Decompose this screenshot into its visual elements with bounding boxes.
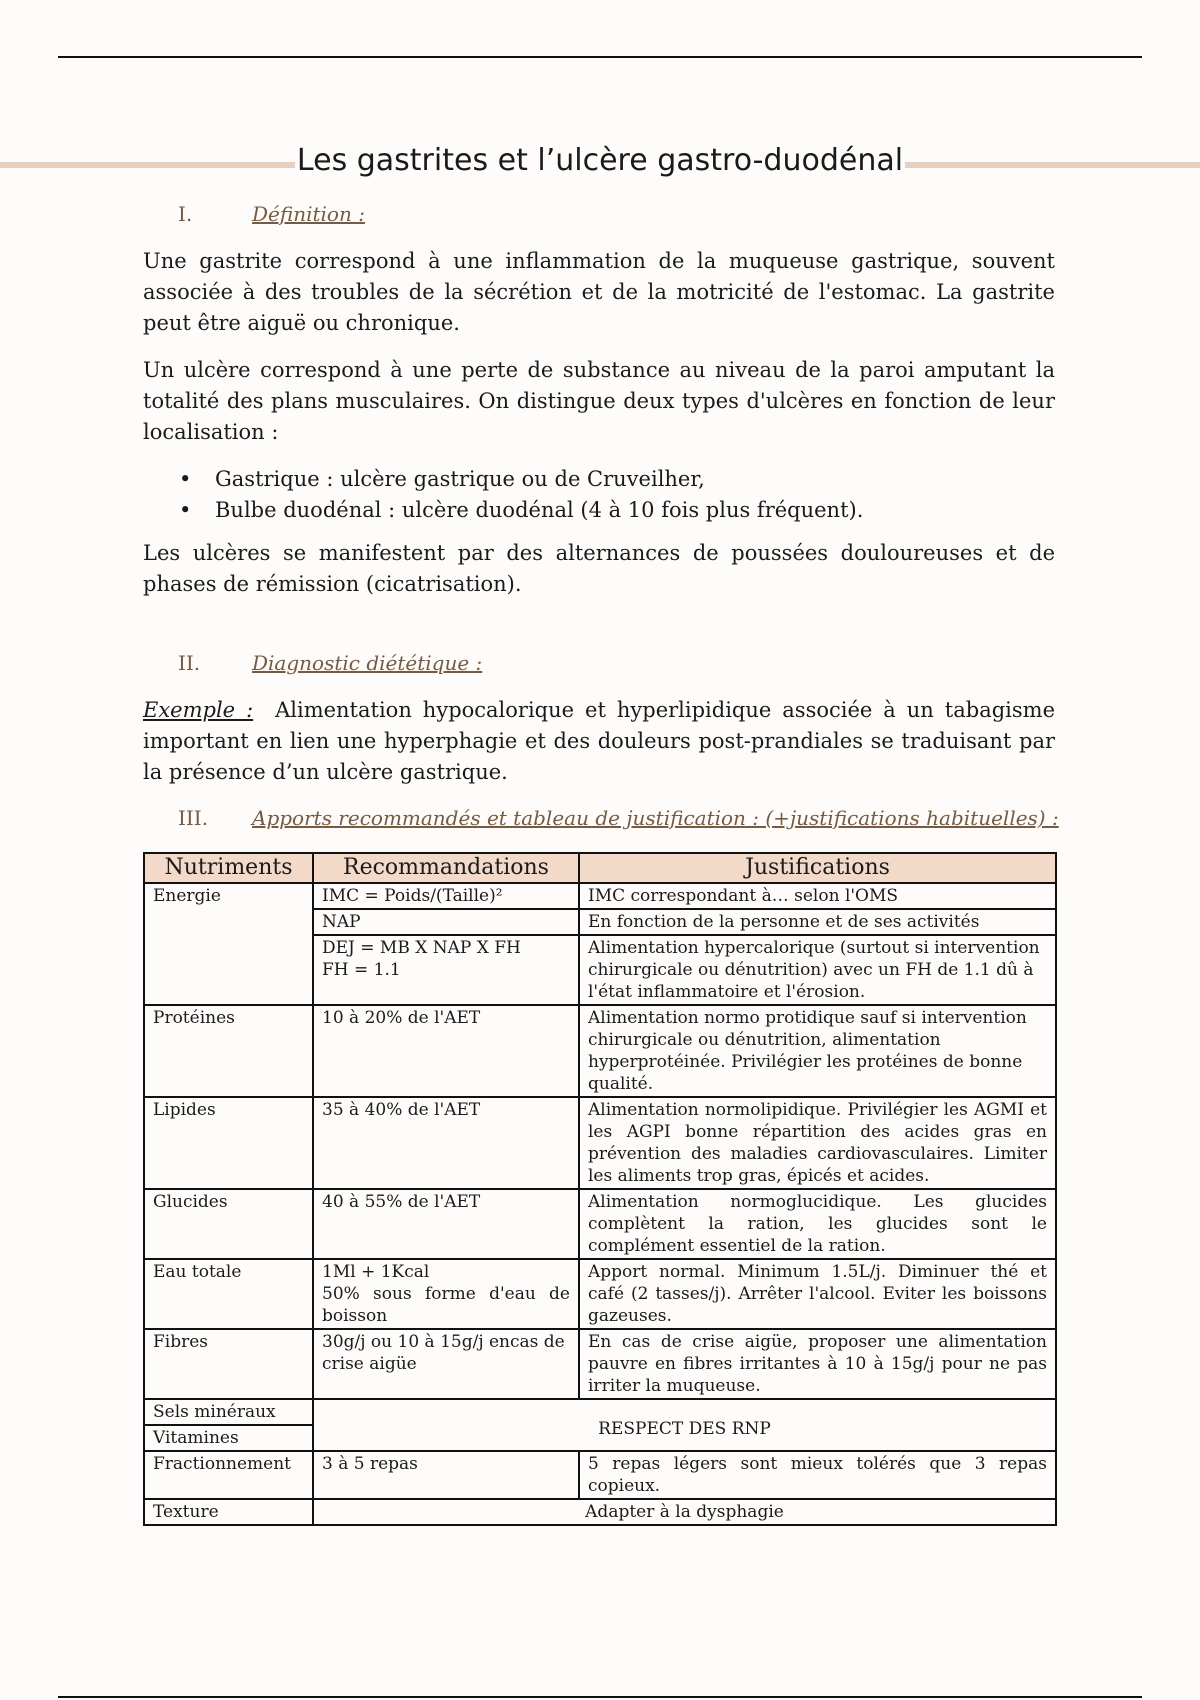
- table-header-row: [144, 853, 1056, 883]
- recommendation-cell: 35 à 40% de l'AET: [313, 1097, 579, 1189]
- recommendation-cell: NAP: [313, 909, 579, 935]
- nutrient-cell: Texture: [144, 1499, 313, 1525]
- page-title: Les gastrites et l’ulcère gastro-duodénal: [296, 143, 904, 178]
- rnp-cell: RESPECT DES RNP: [313, 1399, 1056, 1451]
- table-row: [144, 1259, 1056, 1329]
- justification-cell: En fonction de la personne et de ses activités: [579, 909, 1056, 935]
- definition-paragraph-2: Un ulcère correspond à une perte de substance au niveau de la paroi amputant la totalité des plans musculaires. On distingue deux types d'ulcères en fonction de leur localisation :: [143, 358, 1055, 444]
- recommendation-cell: 40 à 55% de l'AET: [313, 1189, 579, 1259]
- nutrient-cell: Lipides: [144, 1097, 313, 1189]
- justification-cell: En cas de crise aigüe, proposer une alimentation pauvre en fibres irritantes à 10 à 15g/j pour ne pas irriter la muqueuse.: [579, 1329, 1056, 1399]
- example-label: Exemple :: [143, 698, 254, 722]
- list-item: • Gastrique : ulcère gastrique ou de Cruveilher,: [215, 464, 1055, 495]
- table-row: [144, 1329, 1056, 1399]
- nutrient-cell: Sels minéraux: [144, 1399, 313, 1425]
- table-row: [144, 1451, 1056, 1499]
- section-heading-diagnostic: II. Diagnostic diététique :: [178, 651, 483, 675]
- col-header: Justifications: [579, 853, 1056, 883]
- recommendation-cell: 10 à 20% de l'AET: [313, 1005, 579, 1097]
- table-row: [144, 1097, 1056, 1189]
- recommendation-cell: IMC = Poids/(Taille)²: [313, 883, 579, 909]
- justification-cell: Alimentation normo protidique sauf si intervention chirurgicale ou dénutrition, alimentation hyperprotéinée. Privilégier les protéines de bonne qualité.: [579, 1005, 1056, 1097]
- col-header: Nutriments: [144, 853, 313, 883]
- section-heading-apports: III. Apports recommandés et tableau de justification : (+justifications habituelles) :: [178, 806, 1059, 830]
- definition-paragraph-3: Les ulcères se manifestent par des alternances de poussées douloureuses et de phases de rémission (cicatrisation).: [143, 541, 1055, 596]
- recommendation-line: 50% sous forme d'eau de boisson: [322, 1284, 570, 1326]
- nutrient-cell: Fibres: [144, 1329, 313, 1399]
- example-text: Alimentation hypocalorique et hyperlipidique associée à un tabagisme important en lien une hyperphagie et des douleurs post-prandiales se traduisant par la présence d’un ulcère gastrique.: [143, 698, 1055, 784]
- nutrition-table: [143, 852, 1057, 1526]
- table-row: [144, 1189, 1056, 1259]
- justification-cell: 5 repas légers sont mieux tolérés que 3 repas copieux.: [579, 1451, 1056, 1499]
- definition-paragraph-1: Une gastrite correspond à une inflammation de la muqueuse gastrique, souvent associée à des troubles de la sécrétion et de la motricité de l'estomac. La gastrite peut être aiguë ou chronique.: [143, 249, 1055, 335]
- bottom-rule: [58, 1696, 1142, 1698]
- recommendation-line: 1Ml + 1Kcal: [322, 1262, 430, 1282]
- col-header: Recommandations: [313, 853, 579, 883]
- list-item: • Bulbe duodénal : ulcère duodénal (4 à 10 fois plus fréquent).: [215, 495, 1055, 526]
- nutrient-cell: Glucides: [144, 1189, 313, 1259]
- ulcer-type-list: [143, 464, 1055, 526]
- diagnostic-block: [143, 695, 1055, 804]
- justification-cell: Apport normal. Minimum 1.5L/j. Diminuer thé et café (2 tasses/j). Arrêter l'alcool. Eviter les boissons gazeuses.: [579, 1259, 1056, 1329]
- nutrient-cell: Vitamines: [144, 1425, 313, 1451]
- nutrient-cell: Energie: [144, 883, 313, 1005]
- recommendation-cell: 3 à 5 repas: [313, 1451, 579, 1499]
- justification-cell: Alimentation normolipidique. Privilégier les AGMI et les AGPI bonne répartition des acides gras en prévention des maladies cardiovasculaires. Limiter les aliments trop gras, épicés et acides.: [579, 1097, 1056, 1189]
- table-row: [144, 1005, 1056, 1097]
- nutrient-cell: Protéines: [144, 1005, 313, 1097]
- top-rule: [58, 56, 1142, 58]
- formula-line: FH = 1.1: [322, 960, 401, 980]
- justification-cell: Alimentation hypercalorique (surtout si intervention chirurgicale ou dénutrition) avec un FH de 1.1 dû à l'état inflammatoire et l'érosion.: [579, 935, 1056, 1005]
- texture-cell: Adapter à la dysphagie: [313, 1499, 1056, 1525]
- table-row: [144, 1399, 1056, 1425]
- recommendation-cell: 30g/j ou 10 à 15g/j encas de crise aigüe: [313, 1329, 579, 1399]
- diagnostic-example: [143, 695, 1055, 788]
- recommendation-cell: [313, 1259, 579, 1329]
- recommendation-cell: [313, 935, 579, 1005]
- nutrient-cell: Fractionnement: [144, 1451, 313, 1499]
- justification-cell: Alimentation normoglucidique. Les glucides complètent la ration, les glucides sont le complément essentiel de la ration.: [579, 1189, 1056, 1259]
- formula-line: DEJ = MB X NAP X FH: [322, 938, 521, 958]
- table-row: [144, 883, 1056, 909]
- definition-block: [143, 246, 1055, 616]
- justification-cell: IMC correspondant à… selon l'OMS: [579, 883, 1056, 909]
- table-row: [144, 1499, 1056, 1525]
- nutrient-cell: Eau totale: [144, 1259, 313, 1329]
- section-heading-definition: I. Définition :: [178, 202, 365, 226]
